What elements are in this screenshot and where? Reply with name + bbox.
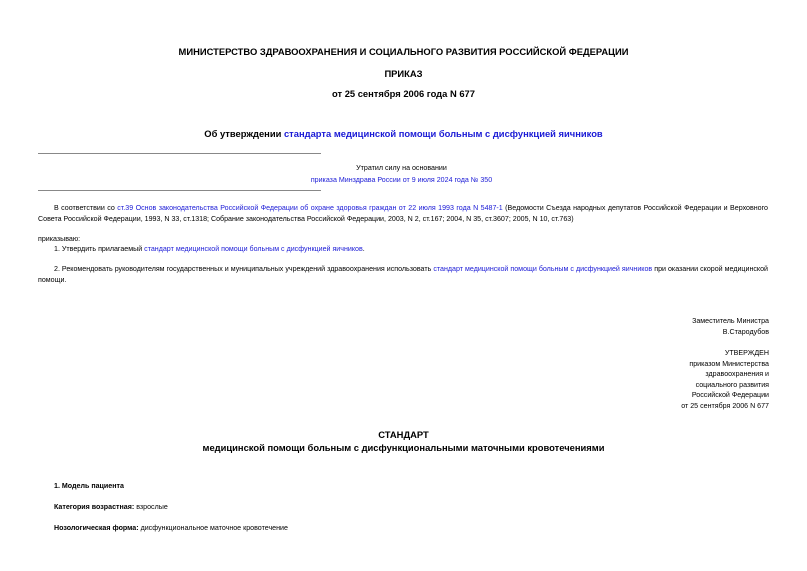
signature-position: Заместитель Министра bbox=[692, 317, 769, 325]
nosology-value: дисфункциональное маточное кровотечение bbox=[138, 524, 288, 532]
approved-line-1: УТВЕРЖДЕН bbox=[724, 349, 769, 357]
ministry-heading: МИНИСТЕРСТВО ЗДРАВООХРАНЕНИЯ И СОЦИАЛЬНОГО РАЗВИТИЯ РОССИЙСКОЙ ФЕДЕРАЦИИ bbox=[178, 46, 629, 57]
order-item-1-start: 1. Утвердить прилагаемый bbox=[54, 245, 145, 253]
standard-title: СТАНДАРТ bbox=[378, 429, 429, 440]
nosology-form bbox=[54, 524, 288, 532]
preamble-rest: (Ведомости Съезда народных депутатов Российской Федерации и Верховного Совета Российской Федерации, 1993, N 33, ст.1318; Собрание законодательства Российской Федерации, 2003, N 2, ст.167; 2004, N 35, ст.3607; 2005, N 10, ст.763) bbox=[38, 204, 769, 223]
title-prefix: Об утверждении bbox=[204, 128, 284, 139]
document-title bbox=[0, 128, 807, 139]
expired-link[interactable]: приказа Минздрава России от 9 июля 2024 года № 350 bbox=[310, 176, 493, 184]
expired-note bbox=[0, 163, 805, 173]
preamble-paragraph bbox=[38, 203, 768, 224]
order-item-1-link[interactable]: стандарт медицинской помощи больным с дисфункцией яичников bbox=[144, 245, 363, 253]
document-date: от 25 сентября 2006 года N 677 bbox=[332, 88, 475, 99]
order-item-2-end: при оказании скорой медицинской помощи. bbox=[38, 265, 769, 284]
expired-link-wrap bbox=[0, 175, 805, 185]
order-label: приказываю: bbox=[38, 235, 81, 243]
signature-block bbox=[692, 316, 769, 337]
approved-line-2: приказом Министерства bbox=[689, 359, 769, 368]
order-item-2-link[interactable]: стандарт медицинской помощи больным с дисфункцией яичников bbox=[433, 265, 653, 273]
approved-line-3: здравоохранения и bbox=[705, 370, 769, 378]
patient-model-heading: 1. Модель пациента bbox=[54, 482, 124, 490]
separator-bottom bbox=[38, 190, 321, 191]
document-type: ПРИКАЗ bbox=[384, 68, 423, 79]
separator-top bbox=[38, 153, 321, 154]
order-item-1 bbox=[38, 244, 768, 255]
age-value: взрослые bbox=[134, 503, 168, 511]
expired-line: Утратил силу на основании bbox=[356, 164, 447, 172]
approved-line-6: от 25 сентября 2006 N 677 bbox=[681, 401, 769, 410]
standard-subtitle: медицинской помощи больным с дисфункциональными маточными кровотечениями bbox=[202, 442, 605, 453]
preamble-law-link[interactable]: ст.39 Основ законодательства Российской Федерации об охране здоровья граждан от 22 июля 1993 года N 5487-1 bbox=[117, 204, 503, 212]
approved-line-5: Российской Федерации bbox=[691, 391, 769, 399]
order-item-2 bbox=[38, 264, 768, 285]
order-item-2-start: 2. Рекомендовать руководителям государственных и муниципальных учреждений здравоохранения использовать bbox=[54, 265, 434, 273]
order-item-1-end: . bbox=[362, 245, 365, 253]
title-link[interactable]: стандарта медицинской помощи больным с дисфункцией яичников bbox=[283, 128, 603, 139]
preamble-start: В соответствии со bbox=[54, 204, 118, 212]
age-label: Категория возрастная: bbox=[54, 503, 135, 511]
approved-line-4: социального развития bbox=[695, 380, 769, 389]
approved-block bbox=[681, 348, 769, 411]
nosology-label: Нозологическая форма: bbox=[54, 524, 139, 532]
age-category bbox=[54, 503, 168, 511]
signature-name: В.Стародубов bbox=[722, 327, 769, 336]
